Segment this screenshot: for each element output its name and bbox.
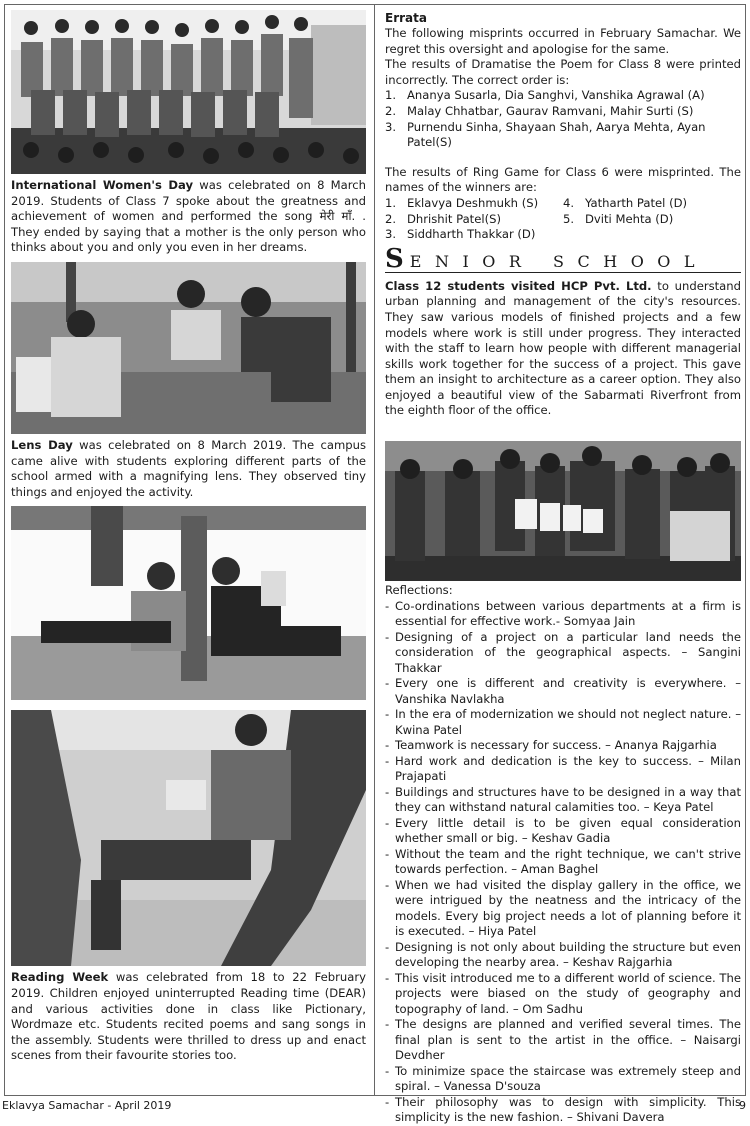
- list-item: - Hard work and dedication is the key to success. – Milan Prajapati: [385, 754, 741, 785]
- list-item: 1. Ananya Susarla, Dia Sanghvi, Vanshika Agrawal (A): [385, 88, 705, 103]
- hcp-visit-paragraph: Class 12 students visited HCP Pvt. Ltd. to understand urban planning and management of the city's resources. They saw various models of finished projects and a few models where work is still under progress. They interacted with the staff to learn how people with different managerial skills work together for the success of a project. This gave them an insight to architecture as a career option. They also enjoyed a beautiful view of the Sabarmati Riverfront from the eighth floor of the office.: [385, 278, 741, 418]
- list-item: - To minimize space the staircase was extremely steep and spiral. – Vanessa D'souza: [385, 1064, 741, 1095]
- photo-lens-day: [11, 262, 366, 434]
- list-item: 2. Malay Chhatbar, Gaurav Ramvani, Mahir Surti (S): [385, 103, 694, 118]
- list-item: - Designing of a project on a particular land needs the consideration of the geographical aspects. – Sangini Thakkar: [385, 630, 741, 677]
- list-item: 2. Dhrishit Patel(S): [385, 211, 501, 226]
- list-item: - The designs are planned and verified several times. The final plan is sent to the artist in the office. – Naisargi Devdher: [385, 1017, 741, 1064]
- list-item: - Every one is different and creativity is everywhere. – Vanshika Navlakha: [385, 676, 741, 707]
- list-item: - Teamwork is necessary for success. – Ananya Rajgarhia: [385, 738, 741, 754]
- caption-reading-week: Reading Week was celebrated from 18 to 22 February 2019. Children enjoyed uninterrupted Reading time (DEAR) and various activities done in class like Pictionary, Wordmaze etc. Students recited poems and sang songs in the assembly. Students were thrilled to dress up and enact scenes from their favourite stories too.: [11, 970, 366, 1063]
- page-number: 9: [739, 1099, 746, 1112]
- list-item: 3. Purnendu Sinha, Shayaan Shah, Aarya Mehta, Ayan Patel(S): [385, 119, 706, 150]
- photo-hcp-models: [385, 441, 741, 581]
- right-column: [385, 10, 741, 1126]
- dramatise-intro: The results of Dramatise the Poem for Class 8 were printed incorrectly. The correct order is:: [385, 57, 741, 87]
- photo-boy-reading-tree: [11, 710, 366, 966]
- list-item: - Designing is not only about building the structure but even developing the nearby area. – Keshav Rajgarhia: [385, 940, 741, 971]
- reflections-heading: Reflections:: [385, 583, 453, 598]
- list-item: 5. Dviti Mehta (D): [563, 211, 674, 226]
- list-item: - When we had visited the display gallery in the office, we were intrigued by the neatness and the intricacy of the models. Every big project needs a lot of planning before it is executed. – Hiya Patel: [385, 878, 741, 940]
- photo-reading-outdoors: [11, 506, 366, 700]
- ring-game-winners: [385, 196, 741, 243]
- list-item: - Buildings and structures have to be designed in a way that they can withstand natural calamities too. – Keya Patel: [385, 785, 741, 816]
- page-footer: [0, 1099, 750, 1114]
- list-item: - In the era of modernization we should not neglect nature. – Kwina Patel: [385, 707, 741, 738]
- ring-game-intro: The results of Ring Game for Class 6 were misprinted. The names of the winners are:: [385, 164, 741, 195]
- list-item: - Every little detail is to be given equal consideration whether small or big. – Keshav Gadia: [385, 816, 741, 847]
- errata-intro: The following misprints occurred in February Samachar. We regret this oversight and apologise for the same.: [385, 26, 741, 56]
- list-item: - Without the team and the right technique, we can't strive towards perfection. – Aman Baghel: [385, 847, 741, 878]
- dramatise-results: [385, 88, 741, 150]
- left-column: [11, 10, 366, 1070]
- errata-heading: Errata: [385, 11, 427, 25]
- list-item: 1. Eklavya Deshmukh (S): [385, 195, 539, 210]
- list-item: - Their philosophy was to design with simplicity. This simplicity is the new fashion. – Shivani Davera: [385, 1095, 741, 1126]
- reflections-list: [385, 599, 741, 1126]
- publication-name: Eklavya Samachar - April 2019: [2, 1099, 172, 1112]
- column-divider: [374, 4, 375, 1096]
- photo-womens-day-performance: [11, 10, 366, 174]
- list-item: 4. Yatharth Patel (D): [563, 195, 688, 210]
- list-item: 3. Siddharth Thakkar (D): [385, 227, 536, 242]
- list-item: - This visit introduced me to a different world of science. The projects were biased on the study of geography and topography of land. – Om Sadhu: [385, 971, 741, 1018]
- caption-lens-day: Lens Day was celebrated on 8 March 2019. The campus came alive with students exploring different parts of the school armed with a magnifying lens. They observed tiny things and enjoyed the activity.: [11, 437, 367, 499]
- list-item: - Co-ordinations between various departments at a firm is essential for effective work.- Somyaa Jain: [385, 599, 741, 630]
- section-heading-senior-school: S ENIOR SCHOOL: [385, 247, 741, 273]
- caption-womens-day: International Women's Day was celebrated on 8 March 2019. Students of Class 7 spoke about the greatness and achievement of women and performed the song मेरी माँ. . They ended by saying that a mother is the only person who thinks about you and only you even in her dreams.: [11, 178, 367, 255]
